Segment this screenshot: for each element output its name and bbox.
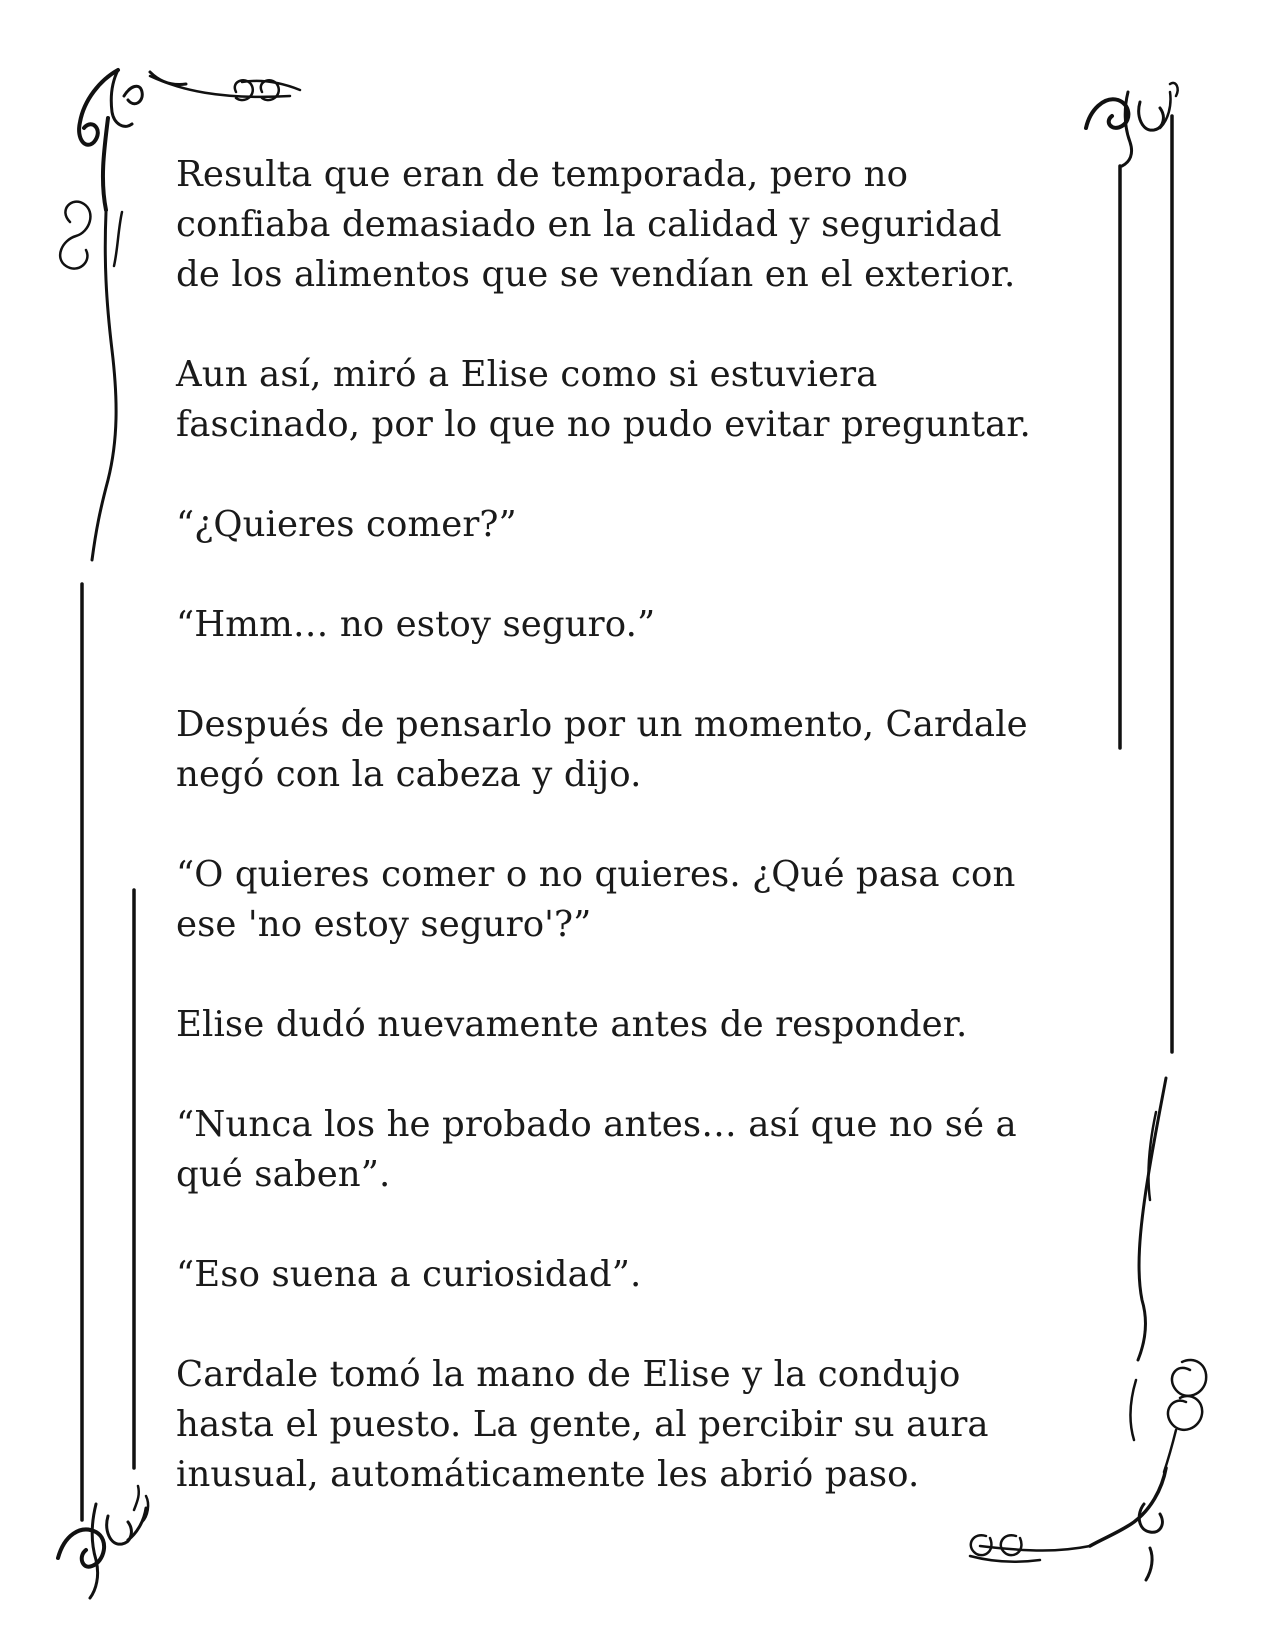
top-right-flourish-icon (1086, 83, 1178, 166)
dialogue-paragraph (176, 1250, 1086, 1300)
text-line: inusual, automáticamente les abrió paso. (176, 1454, 920, 1495)
text-line: de los alimentos que se vendían en el exterior. (176, 254, 1016, 295)
text-line: Resulta que eran de temporada, pero no (176, 154, 909, 195)
paragraph (176, 700, 1086, 800)
bottom-left-flourish-icon (58, 1486, 148, 1598)
text-line: qué saben”. (176, 1154, 391, 1195)
dialogue-paragraph (176, 600, 1086, 650)
text-line: confiaba demasiado en la calidad y seguridad (176, 204, 1002, 245)
text-line: “Eso suena a curiosidad”. (176, 1254, 642, 1295)
paragraph (176, 1350, 1086, 1500)
dialogue-paragraph (176, 850, 1086, 950)
story-text (176, 150, 1086, 1500)
paragraph (176, 350, 1086, 450)
text-line: “O quieres comer o no quieres. ¿Qué pasa con (176, 854, 1016, 895)
text-line: “Nunca los he probado antes… así que no sé a (176, 1104, 1017, 1145)
text-line: fascinado, por lo que no pudo evitar preguntar. (176, 404, 1031, 445)
text-line: “Hmm… no estoy seguro.” (176, 604, 656, 645)
paragraph (176, 150, 1086, 300)
text-line: Cardale tomó la mano de Elise y la condujo (176, 1354, 961, 1395)
text-line: Aun así, miró a Elise como si estuviera (176, 354, 878, 395)
paragraph (176, 1000, 1086, 1050)
text-line: negó con la cabeza y dijo. (176, 754, 642, 795)
text-line: hasta el puesto. La gente, al percibir su aura (176, 1404, 989, 1445)
dialogue-paragraph (176, 500, 1086, 550)
text-line: “¿Quieres comer?” (176, 504, 517, 545)
text-line: ese 'no estoy seguro'?” (176, 904, 592, 945)
dialogue-paragraph (176, 1100, 1086, 1200)
text-line: Después de pensarlo por un momento, Cardale (176, 704, 1028, 745)
text-line: Elise dudó nuevamente antes de responder. (176, 1004, 968, 1045)
